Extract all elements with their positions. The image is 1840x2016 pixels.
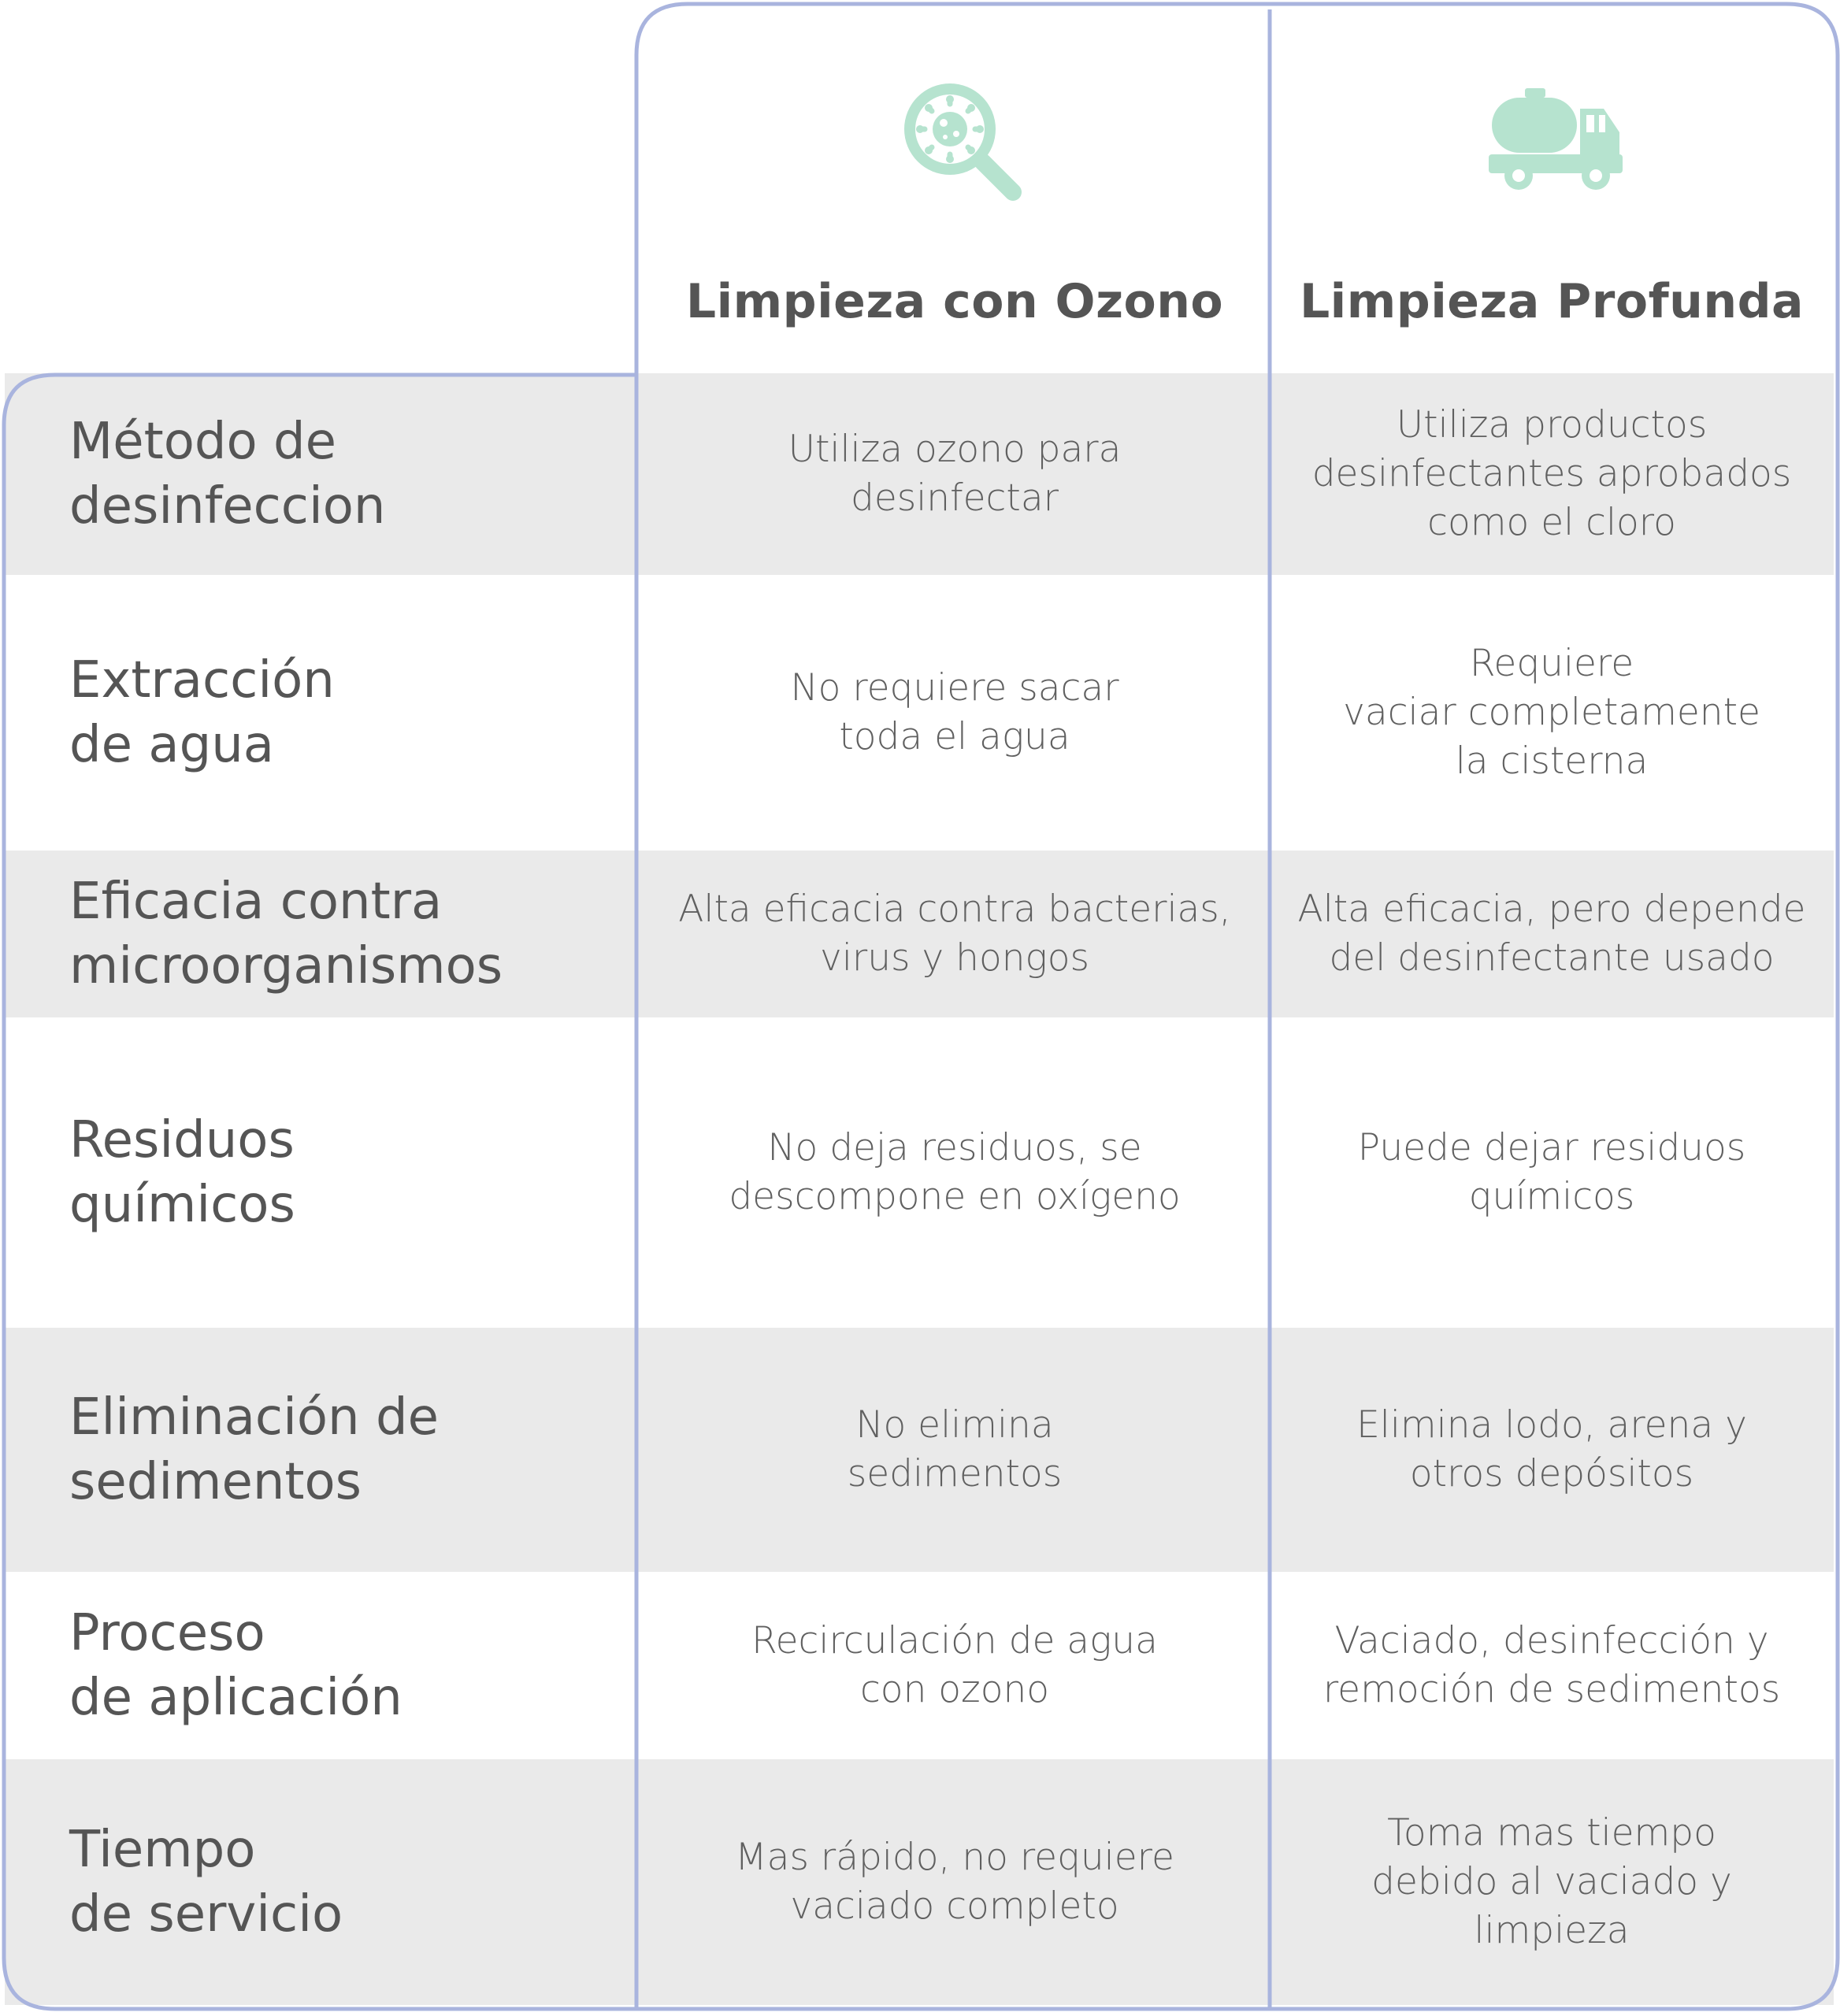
cell-profunda-sedimentos: Elimina lodo, arena y otros depósitos [1356, 1403, 1747, 1495]
cell-ozono-eficacia: Alta eficacia contra bacterias, virus y hongos [678, 888, 1231, 980]
cell-profunda-residuos: Puede dejar residuos químicos [1357, 1126, 1746, 1218]
cell-profunda-extraccion: Requiere vaciar completamente la cisterna [1343, 642, 1760, 783]
row-label-extraccion: Extracción de agua [69, 651, 335, 774]
cell-ozono-tiempo: Mas rápido, no requiere vaciado completo [735, 1836, 1174, 1928]
cell-ozono-proceso: Recirculación de agua con ozono [751, 1619, 1158, 1711]
row-label-residuos: Residuos químicos [69, 1111, 295, 1234]
cell-ozono-metodo: Utiliza ozono para desinfectar [788, 428, 1122, 520]
row-label-tiempo: Tiempo de servicio [69, 1821, 343, 1944]
row-label-sedimentos: Eliminación de sedimentos [69, 1388, 439, 1511]
cell-ozono-extraccion: No requiere sacar toda el agua [790, 666, 1119, 758]
cell-profunda-metodo: Utiliza productos desinfectantes aprobados como el cloro [1311, 403, 1792, 544]
cell-ozono-residuos: No deja residuos, se descompone en oxígeno [729, 1126, 1181, 1218]
header-title-ozono: Limpieza con Ozono [685, 274, 1224, 329]
cell-ozono-sedimentos: No elimina sedimentos [847, 1403, 1063, 1495]
row-label-eficacia: Eficacia contra microorganismos [69, 873, 503, 995]
virus-magnifier-icon [898, 79, 1024, 205]
header-title-profunda: Limpieza Profunda [1299, 274, 1805, 329]
tanker-truck-icon [1489, 85, 1623, 191]
row-label-proceso: Proceso de aplicación [69, 1604, 402, 1727]
row-label-metodo: Método de desinfeccion [69, 413, 386, 536]
cell-profunda-eficacia: Alta eficacia, pero depende del desinfectante usado [1297, 888, 1806, 980]
cell-profunda-tiempo: Toma mas tiempo debido al vaciado y limpieza [1371, 1811, 1732, 1952]
cell-profunda-proceso: Vaciado, desinfección y remoción de sedimentos [1322, 1619, 1781, 1711]
